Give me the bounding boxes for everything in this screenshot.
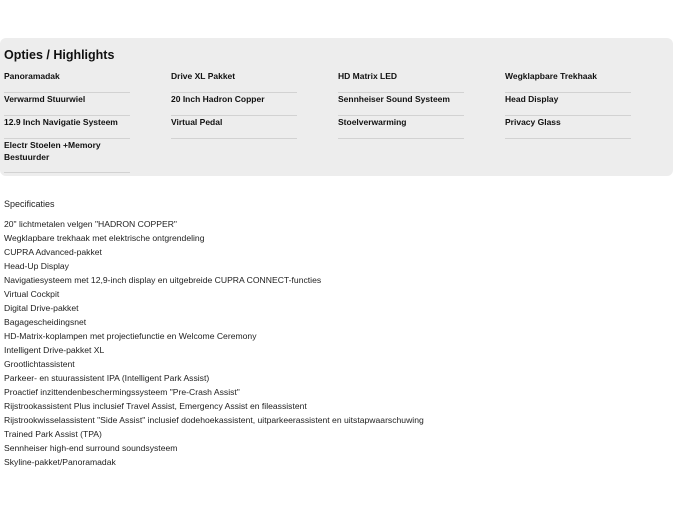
spec-item: Digital Drive-pakket	[4, 303, 79, 313]
spec-item: Virtual Cockpit	[4, 289, 60, 299]
option-item: Virtual Pedal	[171, 116, 297, 139]
option-item: Wegklapbare Trekhaak	[505, 70, 631, 93]
spec-item: CUPRA Advanced-pakket	[4, 247, 102, 257]
spec-item: Intelligent Drive-pakket XL	[4, 345, 105, 355]
option-item: Electr Stoelen +Memory Bestuurder	[4, 139, 130, 173]
spec-item: Grootlichtassistent	[4, 359, 75, 369]
spec-item: Skyline-pakket/Panoramadak	[4, 457, 116, 467]
spec-item: Parkeer- en stuurassistent IPA (Intelligent Park Assist)	[4, 373, 210, 383]
spec-item: Proactief inzittendenbeschermingssysteem "Pre-Crash Assist"	[4, 387, 240, 397]
spec-item: HD-Matrix-koplampen met projectiefunctie en Welcome Ceremony	[4, 331, 257, 341]
specifications-heading: Specificaties	[4, 199, 55, 209]
spec-item: Sennheiser high-end surround soundsysteem	[4, 443, 178, 453]
options-highlights-panel	[0, 38, 673, 176]
options-row	[4, 70, 644, 93]
options-title: Opties / Highlights	[4, 48, 115, 62]
spec-item: Rijstrookassistent Plus inclusief Travel Assist, Emergency Assist en fileassistent	[4, 401, 307, 411]
options-row	[4, 139, 644, 173]
options-row	[4, 93, 644, 116]
option-item: Verwarmd Stuurwiel	[4, 93, 130, 116]
specifications-list	[4, 217, 424, 469]
option-item: Drive XL Pakket	[171, 70, 297, 93]
option-item: 20 Inch Hadron Copper	[171, 93, 297, 116]
option-item: HD Matrix LED	[338, 70, 464, 93]
options-grid	[4, 70, 644, 173]
option-item: Sennheiser Sound Systeem	[338, 93, 464, 116]
spec-item: Wegklapbare trekhaak met elektrische ontgrendeling	[4, 233, 205, 243]
option-item: Stoelverwarming	[338, 116, 464, 139]
spec-item: Bagagescheidingsnet	[4, 317, 87, 327]
option-item: 12.9 Inch Navigatie Systeem	[4, 116, 130, 139]
spec-item: Head-Up Display	[4, 261, 69, 271]
spec-item: Navigatiesysteem met 12,9-inch display en uitgebreide CUPRA CONNECT-functies	[4, 275, 322, 285]
options-row	[4, 116, 644, 139]
option-item: Head Display	[505, 93, 631, 116]
option-item: Privacy Glass	[505, 116, 631, 139]
option-item: Panoramadak	[4, 70, 130, 93]
spec-item: Trained Park Assist (TPA)	[4, 429, 102, 439]
spec-item: 20" lichtmetalen velgen "HADRON COPPER"	[4, 219, 177, 229]
spec-item: Rijstrookwisselassistent "Side Assist" inclusief dodehoekassistent, uitparkeerassistent en uitstapwaarschuwing	[4, 415, 424, 425]
